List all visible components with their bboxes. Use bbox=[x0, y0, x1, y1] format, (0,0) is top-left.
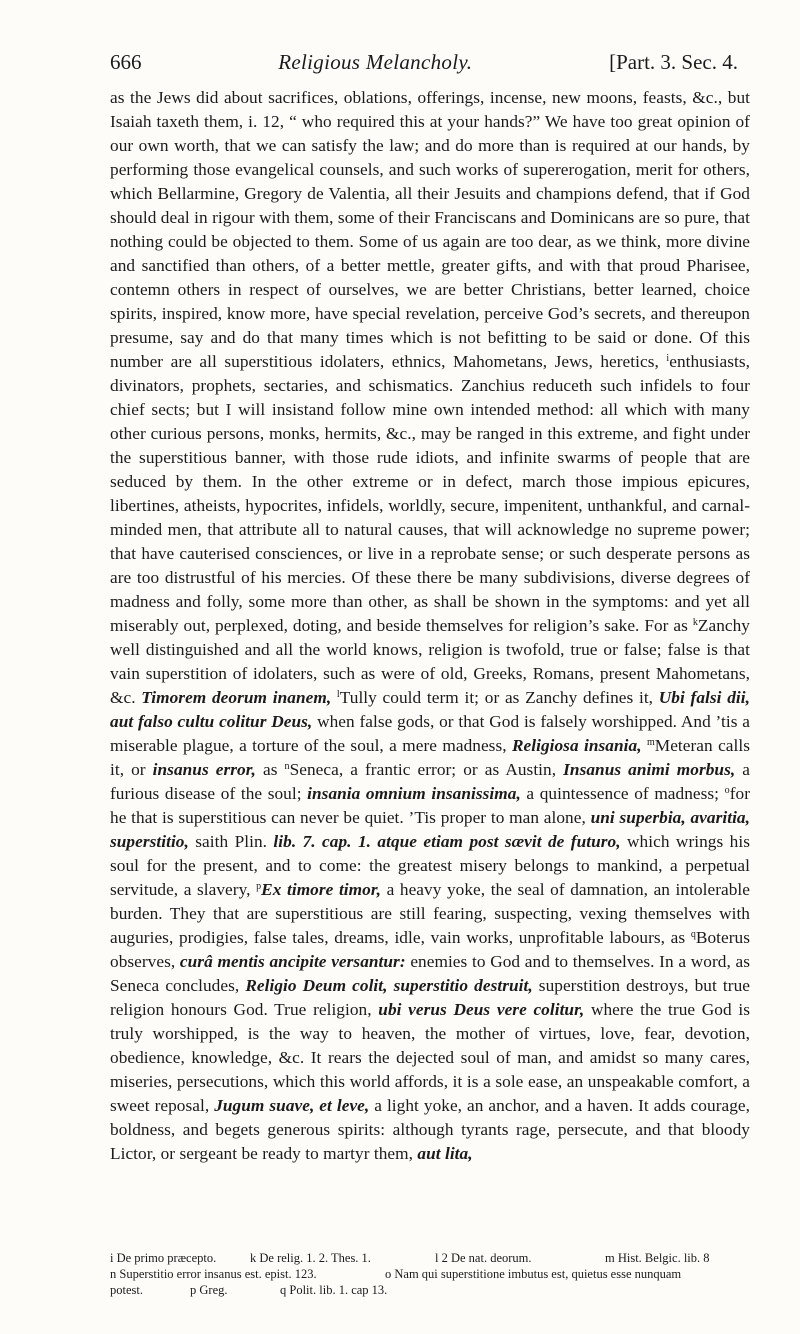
footnotes bbox=[110, 1250, 750, 1298]
footnote: k De relig. 1. 2. Thes. 1. bbox=[250, 1251, 371, 1265]
text-run: Tully could term it; or as Zanchy defines it, bbox=[339, 688, 659, 707]
text-run: where the true God is truly worshipped, is the way to heaven, the mother of virtues, love, fear, devotion, obedience, knowledge, &c. It rears the dejected soul of man, and amidst so many cares, miseries, persecutions, which this world affords, it is a sole ease, an unspeakable comfort, a sweet reposal, bbox=[110, 1000, 750, 1115]
footnote-marker: l bbox=[336, 689, 340, 700]
footnote: m Hist. Belgic. lib. 8 bbox=[605, 1251, 710, 1265]
footnote: o Nam qui superstitione imbutus est, quietus esse nunquam bbox=[385, 1267, 682, 1281]
latin-phrase: uni superbia, avaritia, superstitio, bbox=[110, 808, 750, 851]
text-run: which wrings his soul for the present, and to come: the greatest misery belongs to mankind, a perpetual servitude, a slavery, bbox=[110, 832, 750, 899]
footnote-marker: m bbox=[646, 737, 655, 748]
footnote-row bbox=[110, 1282, 750, 1298]
text-run: saith Plin. bbox=[188, 832, 274, 851]
footnote: l 2 De nat. deorum. bbox=[435, 1251, 532, 1265]
footnote-marker: i bbox=[666, 353, 670, 364]
running-header bbox=[110, 50, 738, 75]
text-run: enthusiasts, divinators, prophets, sectaries, and schismatics. Zanchius reduceth such infidels to four chief sects; but I will insistand follow mine own intended method: all which with many other curious persons, monks, hermits, &c., may be ranged in this extreme, and fight under the superstitious banner, with those rude idiots, and infinite swarms of people that are seduced by them. In the other extreme or in defect, march those impious epicures, libertines, atheists, hypocrites, infidels, worldly, secure, impenitent, unthankful, and carnal-minded men, that attribute all to natural causes, that will acknowledge no supreme power; that have cauterised consciences, or live in a reprobate sense; or such desperate persons as are too distrustful of his mercies. Of these there be many subdivisions, diverse degrees of madness and folly, some more than other, as shall be shown in the symptoms: and yet all miserably out, perplexed, doting, and beside themselves for religion’s sake. For as bbox=[110, 352, 750, 635]
text-run: a heavy yoke, the seal of damnation, an intolerable burden. They that are superstitious are still fearing, suspecting, vexing themselves with auguries, prodigies, false tales, dreams, idle, vain works, unprofitable labours, as bbox=[110, 880, 750, 947]
section-reference: [Part. 3. Sec. 4. bbox=[609, 50, 738, 74]
footnote-marker: q bbox=[690, 929, 696, 940]
footnote: p Greg. bbox=[190, 1283, 228, 1297]
footnote: potest. bbox=[110, 1283, 143, 1297]
footnote-marker: o bbox=[724, 785, 730, 796]
body-paragraph bbox=[110, 86, 750, 1166]
text-run: Seneca, a frantic error; or as Austin, bbox=[289, 760, 564, 779]
latin-phrase: Timorem deorum inanem, bbox=[141, 688, 332, 707]
page-number: 666 bbox=[110, 50, 142, 74]
footnote: n Superstitio error insanus est. epist. 123. bbox=[110, 1267, 317, 1281]
latin-phrase: Ex timore timor, bbox=[261, 880, 382, 899]
footnote-marker: n bbox=[284, 761, 290, 772]
text-run: Meteran calls it, or bbox=[110, 736, 751, 779]
latin-phrase: aut lita, bbox=[417, 1144, 473, 1163]
text-run: when false gods, or that God is falsely worshipped. And ’tis a miserable plague, a torture of the soul, a mere madness, bbox=[110, 712, 750, 755]
footnote: q Polit. lib. 1. cap 13. bbox=[280, 1283, 388, 1297]
latin-phrase: lib. 7. cap. 1. atque etiam post sævit de futuro, bbox=[273, 832, 621, 851]
latin-phrase: Ubi falsi dii, aut falso cultu colitur Deus, bbox=[110, 688, 750, 731]
text-run: superstition destroys, but true religion honours God. True religion, bbox=[110, 976, 750, 1019]
text-run: as the Jews did about sacrifices, oblations, offerings, incense, new moons, feasts, &c., but Isaiah taxeth them, i. 12, “ who required this at your hands?” We have too great opinion of our own worth, that we can satisfy the law; and do more than is required at our hands, by performing those evangelical counsels, and such works of supererogation, merit for others, which Bellarmine, Gregory de Valentia, all their Jesuits and champions defend, that if God should deal in rigour with them, some of their Franciscans and Dominicans are so pure, that nothing could be objected to them. Some of us again are too dear, as we think, more divine and sanctified than others, of a better mettle, greater gifts, and with that proud Pharisee, contemn others in respect of ourselves, we are better Christians, better learned, choice spirits, inspired, know more, have special revelation, perceive God’s secrets, and thereupon presume, say and do that many times which is not befitting to be said or done. Of this number are all superstitious idolaters, ethnics, Mahometans, Jews, heretics, bbox=[110, 88, 750, 371]
latin-phrase: Jugum suave, et leve, bbox=[214, 1096, 370, 1115]
latin-phrase: Insanus animi morbus, bbox=[563, 760, 736, 779]
latin-phrase: ubi verus Deus vere colitur, bbox=[378, 1000, 585, 1019]
latin-phrase: Religio Deum colit, superstitio destruit, bbox=[245, 976, 533, 995]
text-run: for he that is superstitious can never be quiet. ’Tis proper to man alone, bbox=[110, 784, 751, 827]
latin-phrase: Religiosa insania, bbox=[511, 736, 642, 755]
text-run: a light yoke, an anchor, and a haven. It adds courage, boldness, and begets generous spirits: although tyrants rage, persecute, and that bloody Lictor, or sergeant be ready to martyr them, bbox=[110, 1096, 750, 1163]
text-run: Zanchy well distinguished and all the world knows, religion is twofold, true or false; false is that vain superstition of idolaters, such as were of old, Greeks, Romans, present Mahometans, &c. bbox=[110, 616, 750, 707]
latin-phrase: insanus error, bbox=[152, 760, 256, 779]
running-title: Religious Melancholy. bbox=[278, 50, 473, 74]
footnote-row bbox=[110, 1250, 750, 1266]
text-run: enemies to God and to themselves. In a word, as Seneca concludes, bbox=[110, 952, 750, 995]
body-text bbox=[110, 86, 750, 1166]
text-run: a quintessence of madness; bbox=[520, 784, 725, 803]
latin-phrase: curâ mentis ancipite versantur: bbox=[179, 952, 406, 971]
text-run: Boterus observes, bbox=[110, 928, 750, 971]
footnote-marker: p bbox=[256, 881, 262, 892]
footnote-row bbox=[110, 1266, 750, 1282]
text-run: a furious disease of the soul; bbox=[110, 760, 750, 803]
footnote: i De primo præcepto. bbox=[110, 1251, 217, 1265]
latin-phrase: insania omnium insanissima, bbox=[307, 784, 521, 803]
text-run: as bbox=[255, 760, 285, 779]
footnote-marker: k bbox=[692, 617, 698, 628]
